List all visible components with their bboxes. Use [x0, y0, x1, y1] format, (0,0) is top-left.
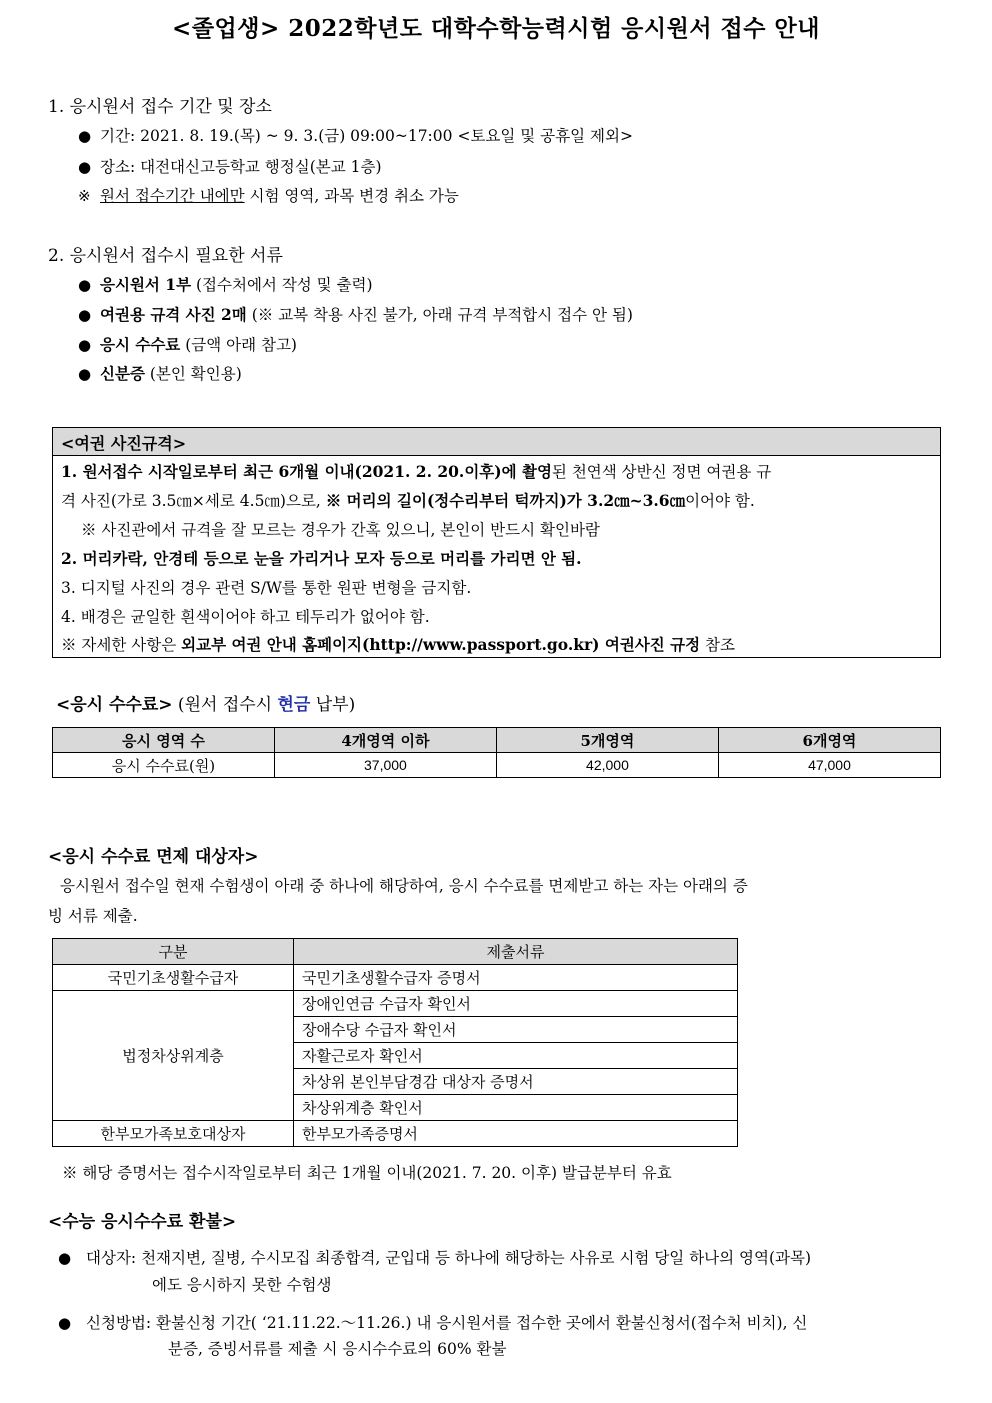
photo-rule-1-note: ※ 사진관에서 규격을 잘 모르는 경우가 간혹 있으니, 본인이 반드시 확인바람: [81, 521, 600, 539]
exempt-group: 국민기초생활수급자: [53, 965, 294, 991]
exempt-doc: 차상위 본인부담경감 대상자 증명서: [294, 1069, 738, 1095]
exempt-doc: 장애인연금 수급자 확인서: [294, 991, 738, 1017]
bullet-icon: ●: [78, 127, 92, 145]
photo-rule-2: 2. 머리카락, 안경테 등으로 눈을 가리거나 모자 등으로 머리를 가리면 안 됨.: [61, 549, 582, 568]
fee-table: [52, 727, 941, 778]
change-note-line: ※ 원서 접수기간 내에만 시험 영역, 과목 변경 취소 가능: [78, 187, 459, 205]
bullet-icon: ●: [78, 336, 92, 354]
fee-header: 5개영역: [496, 728, 718, 753]
exempt-group: 법정차상위계층: [53, 991, 294, 1121]
fee-value: 37,000: [274, 753, 496, 778]
fee-header: 4개영역 이하: [274, 728, 496, 753]
bullet-icon: ●: [78, 306, 92, 324]
section1-heading: 1. 응시원서 접수 기간 및 장소: [48, 97, 272, 117]
photo-rule-4: 4. 배경은 균일한 흰색이어야 하고 테두리가 없어야 함.: [61, 608, 430, 626]
photo-rule-1: 1. 원서접수 시작일로부터 최근 6개월 이내(2021. 2. 20.이후)에 촬영된 천연색 상반신 정면 여권용 규: [61, 462, 772, 481]
place-line: ● 장소: 대전대신고등학교 행정실(본교 1층): [78, 158, 382, 176]
note-mark: ※: [78, 187, 91, 205]
period-line: ● 기간: 2021. 8. 19.(목) ~ 9. 3.(금) 09:00~17:00 <토요일 및 공휴일 제외>: [78, 127, 633, 145]
refund-target-line1: ● 대상자: 천재지변, 질병, 수시모집 최종합격, 군입대 등 하나에 해당하는 사유로 시험 당일 하나의 영역(과목): [58, 1249, 812, 1267]
fee-header: 6개영역: [718, 728, 940, 753]
period-value: 2021. 8. 19.(목) ~ 9. 3.(금) 09:00~17:00: [140, 127, 453, 145]
fee-heading: <응시 수수료> (원서 접수시 현금 납부): [56, 695, 356, 715]
fee-header: 응시 영역 수: [53, 728, 275, 753]
photo-rule-3: 3. 디지털 사진의 경우 관련 S/W를 통한 원판 변형을 금지함.: [61, 579, 472, 597]
exempt-group: 한부모가족보호대상자: [53, 1121, 294, 1147]
exempt-doc: 장애수당 수급자 확인서: [294, 1017, 738, 1043]
section2-heading: 2. 응시원서 접수시 필요한 서류: [48, 246, 283, 266]
photo-rules-heading: <여권 사진규격>: [53, 428, 940, 456]
exempt-table: [52, 938, 738, 1147]
document-item: ● 응시원서 1부 (접수처에서 작성 및 출력): [78, 275, 373, 294]
refund-target-line2: 에도 응시하지 못한 수험생: [152, 1276, 332, 1294]
exempt-doc: 자활근로자 확인서: [294, 1043, 738, 1069]
bullet-icon: ●: [58, 1249, 72, 1267]
photo-rules-box: [52, 427, 941, 658]
exempt-doc: 한부모가족증명서: [294, 1121, 738, 1147]
fee-value: 42,000: [496, 753, 718, 778]
fee-row-label: 응시 수수료(원): [53, 753, 275, 778]
fee-value: 47,000: [718, 753, 940, 778]
refund-method-line2: 분증, 증빙서류를 제출 시 응시수수료의 60% 환불: [168, 1340, 507, 1358]
exempt-note: ※ 해당 증명서는 접수시작일로부터 최근 1개월 이내(2021. 7. 20. 이후) 발급분부터 유효: [62, 1164, 672, 1182]
exempt-desc-line1: 응시원서 접수일 현재 수험생이 아래 중 하나에 해당하여, 응시 수수료를 면제받고 하는 자는 아래의 증: [60, 877, 748, 895]
exempt-header: 제출서류: [294, 939, 738, 965]
bullet-icon: ●: [78, 158, 92, 176]
document-item: ● 여권용 규격 사진 2매 (※ 교복 착용 사진 불가, 아래 규격 부적합시 접수 안 됨): [78, 305, 633, 324]
exempt-header: 구분: [53, 939, 294, 965]
page-title: <졸업생> 2022학년도 대학수학능력시험 응시원서 접수 안내: [172, 15, 820, 42]
bullet-icon: ●: [58, 1314, 72, 1332]
document-item: ● 신분증 (본인 확인용): [78, 364, 242, 383]
bullet-icon: ●: [78, 276, 92, 294]
photo-rule-5: ※ 자세한 사항은 외교부 여권 안내 홈페이지(http://www.passport.go.kr) 여권사진 규정 참조: [61, 635, 735, 654]
refund-heading: <수능 응시수수료 환불>: [48, 1212, 237, 1232]
document-item: ● 응시 수수료 (금액 아래 참고): [78, 335, 297, 354]
bullet-icon: ●: [78, 365, 92, 383]
exempt-heading: <응시 수수료 면제 대상자>: [48, 847, 259, 867]
photo-rule-1-cont: 격 사진(가로 3.5㎝×세로 4.5㎝)으로, ※ 머리의 길이(정수리부터 턱까지)가 3.2㎝~3.6㎝이어야 함.: [61, 491, 755, 510]
refund-method-line1: ● 신청방법: 환불신청 기간( ‘21.11.22.～11.26.) 내 응시원서를 접수한 곳에서 환불신청서(접수처 비치), 신: [58, 1314, 808, 1332]
exempt-doc: 국민기초생활수급자 증명서: [294, 965, 738, 991]
exempt-doc: 차상위계층 확인서: [294, 1095, 738, 1121]
exempt-desc-line2: 빙 서류 제출.: [48, 907, 138, 925]
